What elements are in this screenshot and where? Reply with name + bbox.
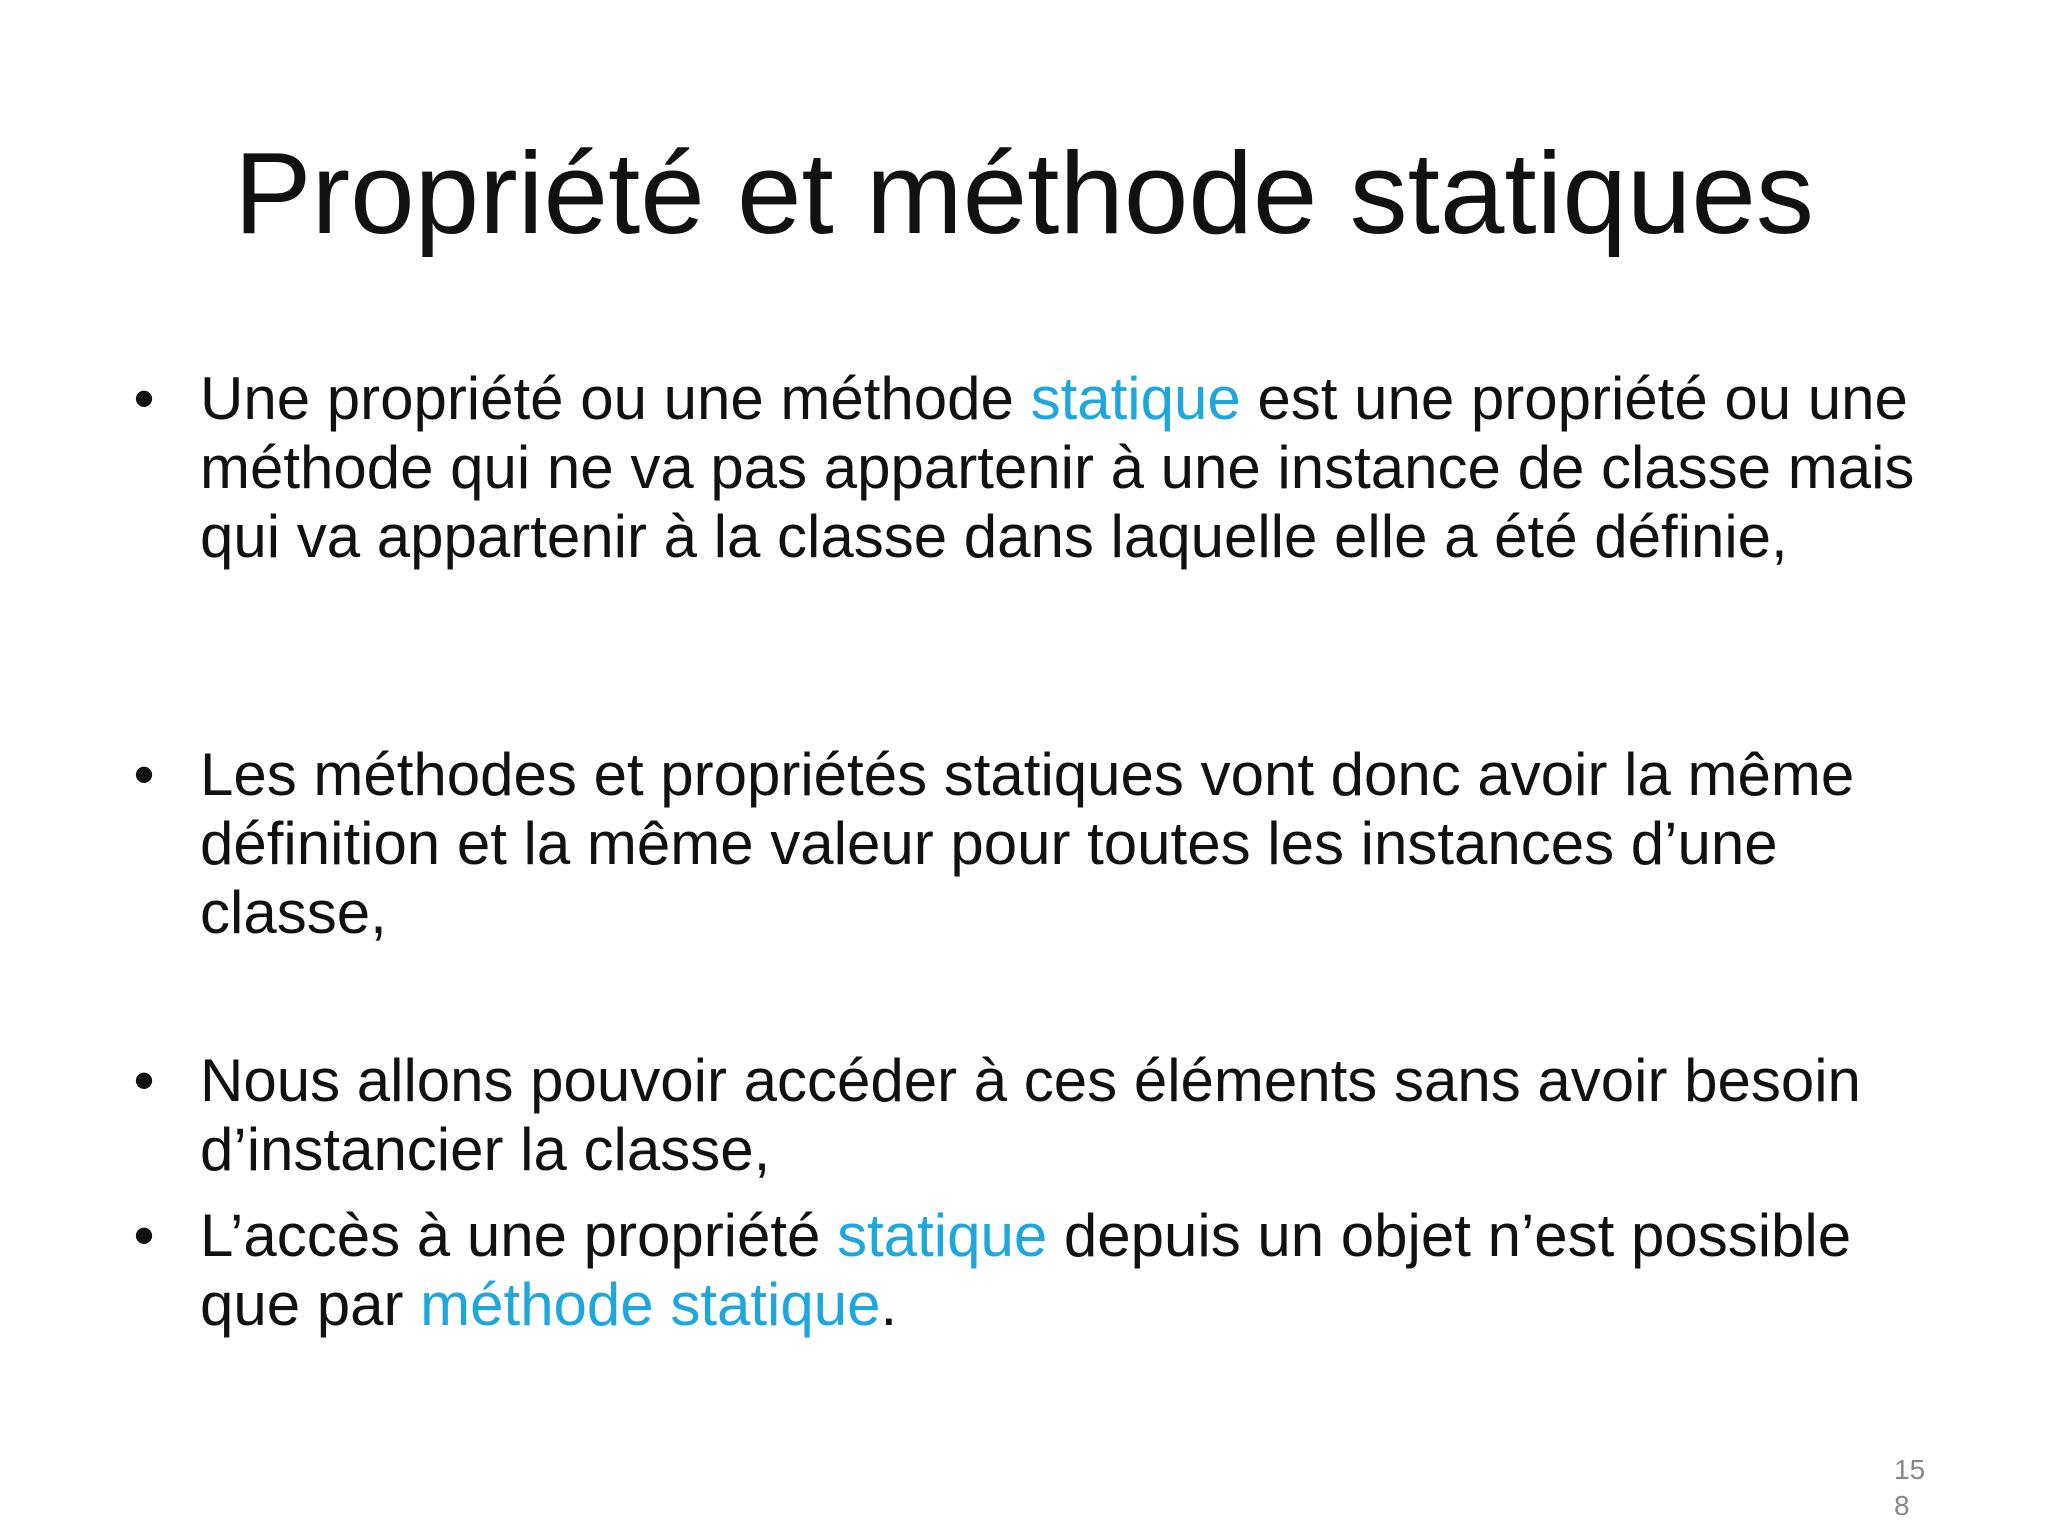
- bullet-item: [133, 1201, 1940, 1339]
- bullet-text: Nous allons pouvoir accéder à ces éléments sans avoir besoin d’instancier la classe,: [200, 1047, 1861, 1183]
- bullet-item: [133, 740, 1940, 947]
- bullet-text: Les méthodes et propriétés statiques vont donc avoir la même définition et la même valeur pour toutes les instances d’une classe,: [200, 741, 1855, 946]
- highlight-keyword: méthode statique: [420, 1271, 881, 1338]
- bullet-icon: •: [133, 1047, 155, 1114]
- highlight-keyword: statique: [1030, 365, 1241, 432]
- bullet-text: L’accès à une propriété: [200, 1202, 838, 1269]
- bullet-item: [133, 1046, 1940, 1184]
- bullet-text: .: [880, 1271, 898, 1338]
- bullet-text: Une propriété ou une méthode: [200, 365, 1031, 432]
- bullet-icon: •: [133, 741, 155, 808]
- slide-title: Propriété et méthode statiques: [234, 128, 1814, 258]
- highlight-keyword: statique: [837, 1202, 1048, 1269]
- bullet-text: depuis un objet n’est possible que par: [200, 1202, 1852, 1338]
- bullet-icon: •: [133, 1202, 155, 1269]
- bullet-icon: •: [133, 365, 155, 432]
- bullet-item: [133, 364, 1940, 571]
- page-number: 158: [1894, 1454, 1926, 1521]
- bullet-text: est une propriété ou une méthode qui ne va pas appartenir à une instance de classe mais qui va appartenir à la classe dans laquelle elle a été définie,: [200, 365, 1915, 570]
